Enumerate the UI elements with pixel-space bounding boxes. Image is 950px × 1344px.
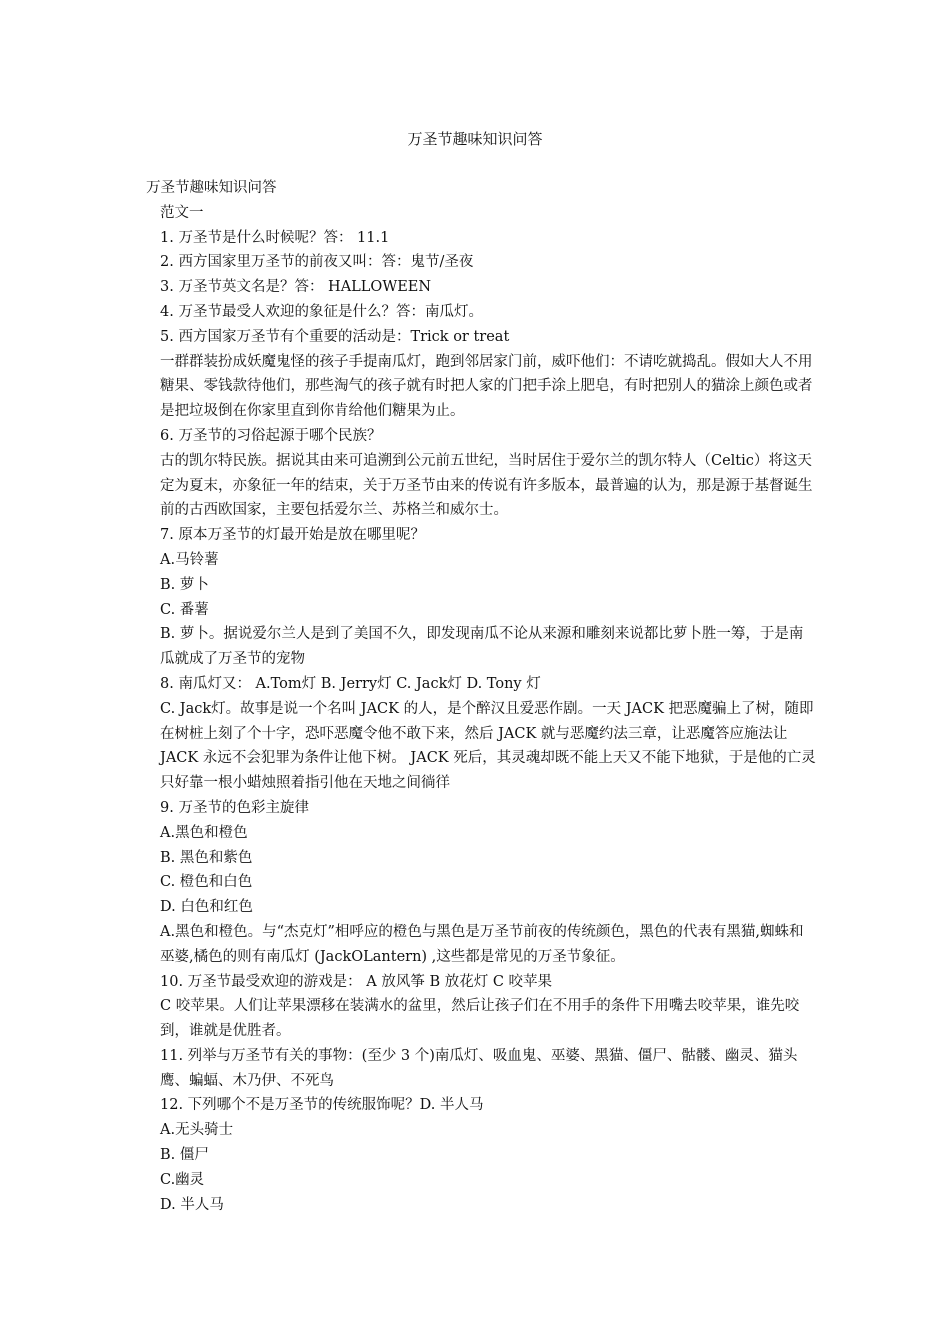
paragraph: 1. 万圣节是什么时候呢？答： 11.1 [160, 229, 390, 246]
paragraph: C.幽灵 [160, 1171, 205, 1188]
paragraph: 2. 西方国家里万圣节的前夜又叫：答：鬼节/圣夜 [160, 254, 474, 271]
paragraph: 古的凯尔特民族。据说其由来可追溯到公元前五世纪，当时居住于爱尔兰的凯尔特人（Celtic）将这天定为夏末，亦象征一年的结束，关于万圣节由来的传说有许多版本，最普遍的认为，那是源于基督诞生前的古西欧国家，主要包括爱尔兰、苏格兰和威尔士。 [160, 452, 813, 519]
paragraph: C. 橙色和白色 [160, 874, 253, 891]
paragraph: 10. 万圣节最受欢迎的游戏是： A 放风筝 B 放花灯 C 咬苹果 [160, 973, 553, 990]
paragraph: B. 僵尸 [160, 1147, 209, 1164]
page-title: 万圣节趣味知识问答 [407, 130, 543, 148]
paragraph: 3. 万圣节英文名是？答： HALLOWEEN [160, 279, 432, 296]
paragraph: A.黑色和橙色。与“杰克灯”相呼应的橙色与黑色是万圣节前夜的传统颜色，黑色的代表有黑猫,蜘蛛和巫婆,橘色的则有南瓜灯 (JackOLantern) ,这些都是常见的万圣节象征。 [160, 923, 804, 965]
document-body [146, 176, 816, 1217]
paragraph: 万圣节趣味知识问答 [146, 180, 277, 196]
paragraph: 5. 西方国家万圣节有个重要的活动是：Trick or treat [160, 328, 510, 345]
paragraph: B. 黑色和紫色 [160, 849, 253, 866]
paragraph: A.马铃薯 [160, 551, 219, 568]
paragraph: 4. 万圣节最受人欢迎的象征是什么？答：南瓜灯。 [160, 303, 483, 320]
paragraph: B. 萝卜 [160, 576, 209, 593]
paragraph: 8. 南瓜灯又： A.Tom灯 B. Jerry灯 C. Jack灯 D. Tony 灯 [160, 675, 541, 692]
paragraph: A.无头骑士 [160, 1122, 234, 1139]
paragraph: C. Jack灯。故事是说一个名叫 JACK 的人，是个醉汉且爱恶作剧。一天 JACK 把恶魔骗上了树，随即在树桩上刻了个十字，恐吓恶魔令他不敢下来，然后 JACK 就与恶魔约法三章，让恶魔答应施法让 JACK 永远不会犯罪为条件让他下树。 JACK 死后，其灵魂却既不能上天又不能下地狱，于是他的亡灵只好靠一根小蜡烛照着指引他在天地之间徜徉 [160, 700, 816, 792]
paragraph: 范文一 [160, 204, 204, 221]
paragraph: D. 白色和红色 [160, 899, 253, 916]
paragraph: C 咬苹果。人们让苹果漂移在装满水的盆里，然后让孩子们在不用手的条件下用嘴去咬苹果，谁先咬到，谁就是优胜者。 [160, 998, 800, 1040]
paragraph: 6. 万圣节的习俗起源于哪个民族？ [160, 427, 382, 444]
paragraph: C. 番薯 [160, 601, 209, 618]
paragraph: 11. 列举与万圣节有关的事物：(至少 3 个)南瓜灯、吸血鬼、巫婆、黑猫、僵尸、骷髅、幽灵、猫头鹰、蝙蝠、木乃伊、不死鸟 [160, 1047, 798, 1089]
paragraph: 一群群装扮成妖魔鬼怪的孩子手提南瓜灯，跑到邻居家门前，威吓他们：不请吃就捣乱。假如大人不用糖果、零钱款待他们，那些淘气的孩子就有时把人家的门把手涂上肥皂，有时把别人的猫涂上颜色或者是把垃圾倒在你家里直到你肯给他们糖果为止。 [160, 353, 813, 420]
paragraph: 9. 万圣节的色彩主旋律 [160, 799, 309, 816]
paragraph: B. 萝卜。据说爱尔兰人是到了美国不久，即发现南瓜不论从来源和雕刻来说都比萝卜胜一筹，于是南瓜就成了万圣节的宠物 [160, 626, 804, 668]
paragraph: 7. 原本万圣节的灯最开始是放在哪里呢？ [160, 527, 425, 544]
paragraph: A.黑色和橙色 [160, 824, 248, 841]
paragraph: D. 半人马 [160, 1196, 224, 1213]
paragraph: 12. 下列哪个不是万圣节的传统服饰呢？D. 半人马 [160, 1097, 484, 1114]
